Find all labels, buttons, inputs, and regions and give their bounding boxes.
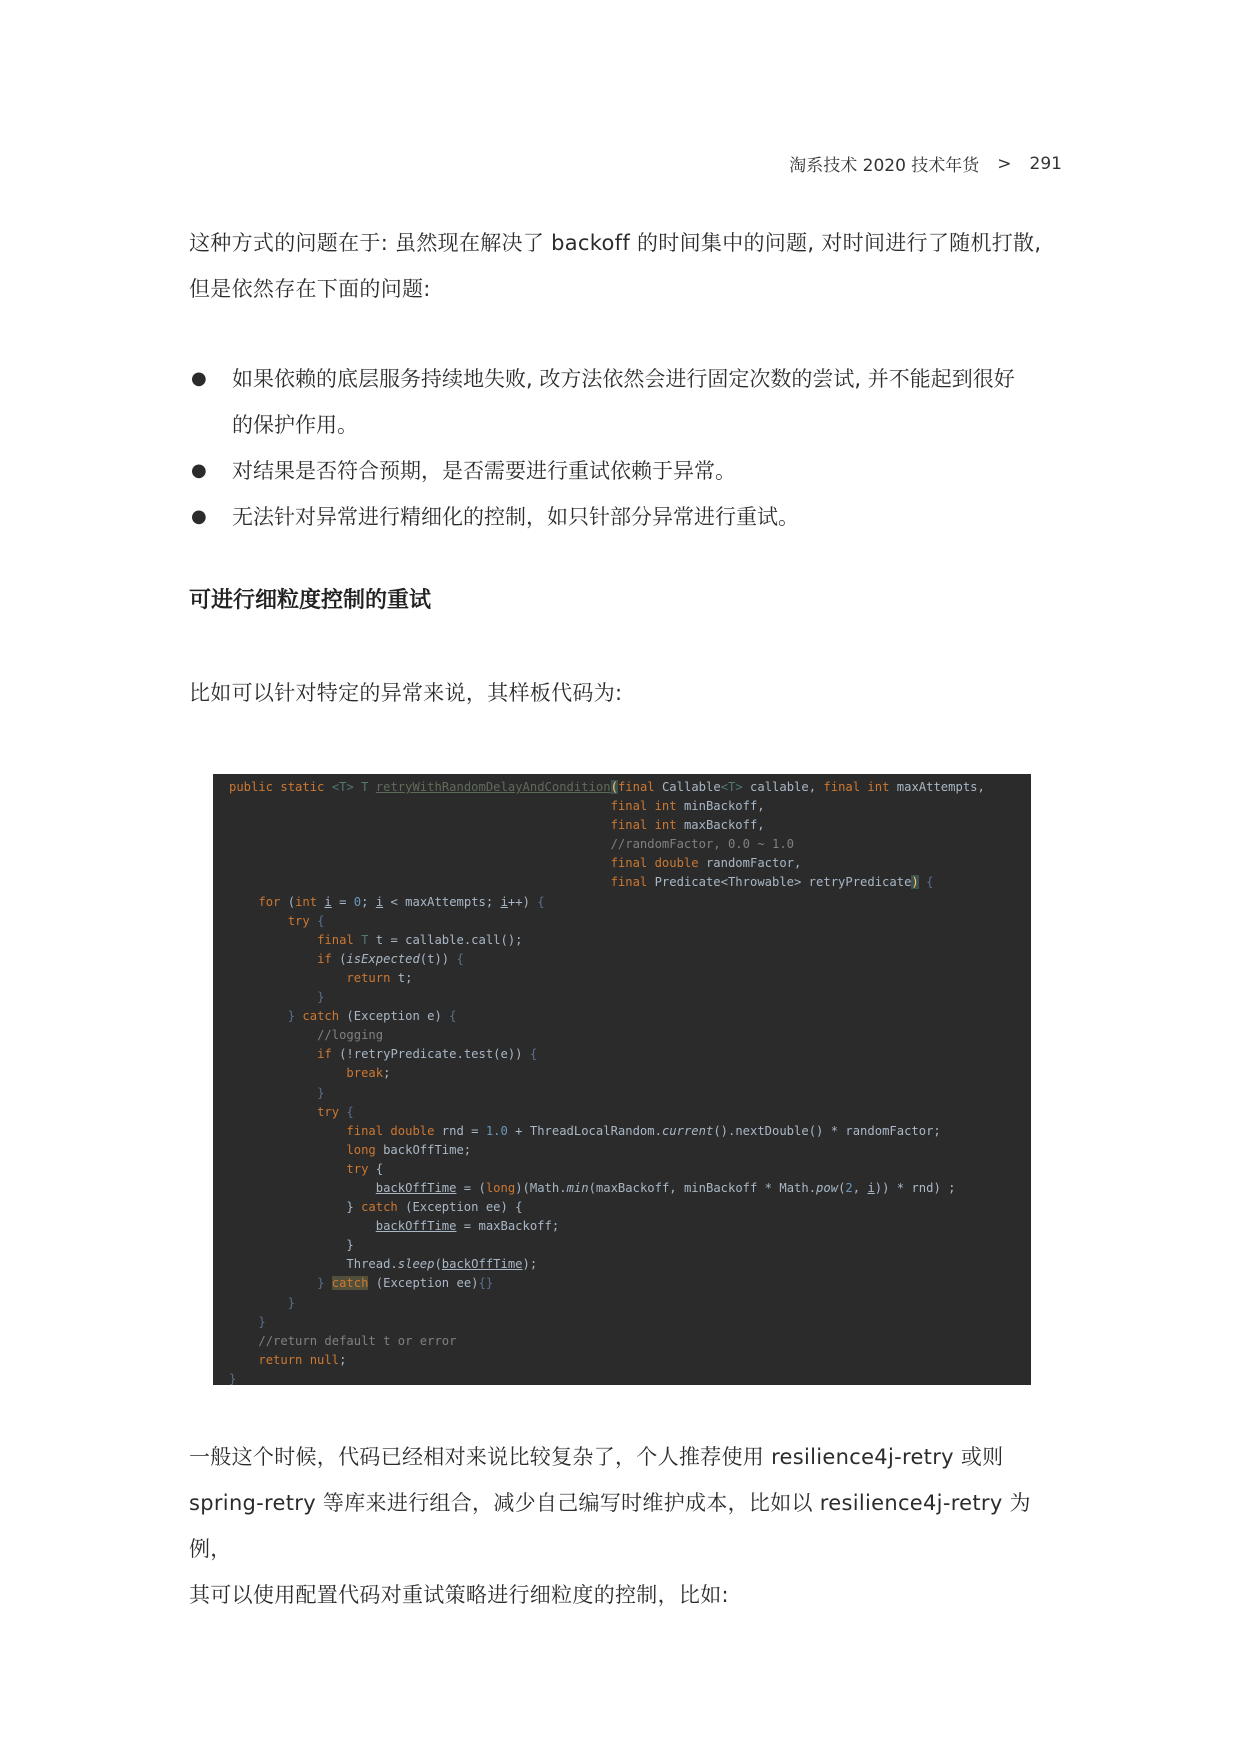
- code-line-30: //return default t or error: [258, 1333, 457, 1348]
- code-line-28: }: [287, 1295, 296, 1310]
- code-line-24: backOffTime = maxBackoff;: [375, 1219, 560, 1234]
- list-item: [189, 356, 1061, 448]
- code-line-26: Thread.sleep(backOffTime);: [229, 1257, 538, 1272]
- code-line-11: return t;: [346, 970, 413, 985]
- page-number: 291: [1029, 153, 1062, 174]
- code-line-9: final T t = callable.call();: [317, 932, 523, 947]
- code-screenshot: [213, 774, 1031, 1385]
- bullet-text-1a: 如果依赖的底层服务持续地失败, 改方法依然会进行固定次数的尝试, 并不能起到很好: [232, 367, 1015, 391]
- code-line-27: } catch (Exception ee){}: [317, 1276, 494, 1291]
- code-line-12: }: [317, 990, 325, 1005]
- code-line-29: }: [258, 1314, 266, 1329]
- bullet-icon: ●: [191, 368, 207, 389]
- code-lead-in: 比如可以针对特定的异常来说，其样板代码为:: [189, 681, 623, 705]
- bullet-text-2: 对结果是否符合预期，是否需要进行重试依赖于异常。: [232, 459, 736, 483]
- code-line-16: break;: [346, 1066, 391, 1081]
- code-line-10: if (isExpected(t)) {: [317, 951, 464, 966]
- code-line-32: }: [229, 1371, 237, 1385]
- code-block: [213, 774, 1031, 1385]
- page-body: [189, 220, 1061, 716]
- code-line-14: //logging: [317, 1028, 384, 1043]
- running-header: [789, 151, 1062, 176]
- book-title: 淘系技术 2020 技术年货: [789, 156, 980, 176]
- problem-list: [189, 356, 1061, 540]
- code-line-8: try {: [287, 913, 325, 928]
- code-line-25: }: [229, 1238, 354, 1253]
- outro-line-1: 一般这个时候，代码已经相对来说比较复杂了，个人推荐使用 resilience4j-retry 或则: [189, 1445, 1004, 1469]
- outro-line-2: spring-retry 等库来进行组合，减少自己编写时维护成本，比如以 resilience4j-retry 为例，: [189, 1491, 1031, 1561]
- bullet-text-3: 无法针对异常进行精细化的控制，如只针部分异常进行重试。: [232, 505, 799, 529]
- bullet-text-1b: 的保护作用。: [232, 413, 358, 437]
- bullet-icon: ●: [191, 506, 207, 527]
- code-line-18: try {: [317, 1104, 354, 1119]
- code-line-5: final double randomFactor,: [610, 856, 802, 871]
- closing-section: [189, 1434, 1061, 1618]
- code-line-21: try {: [346, 1161, 384, 1176]
- intro-paragraph: [189, 220, 1061, 312]
- header-separator: >: [997, 153, 1012, 174]
- code-line-23: } catch (Exception ee) {: [229, 1200, 523, 1215]
- intro-line-1: 这种方式的问题在于: 虽然现在解决了 backoff 的时间集中的问题, 对时间进行了随机打散,: [189, 231, 1042, 255]
- section-heading: 可进行细粒度控制的重试: [189, 588, 432, 613]
- code-line-2: final int minBackoff,: [610, 799, 765, 814]
- code-line-1: public static <T> T retryWithRandomDelayAndCondition(final Callable<T> callable, final int maxAttempts,: [229, 780, 985, 794]
- outro-paragraph: [189, 1434, 1061, 1618]
- code-line-19: final double rnd = 1.0 + ThreadLocalRandom.current().nextDouble() * randomFactor;: [346, 1123, 941, 1138]
- code-line-20: long backOffTime;: [346, 1142, 472, 1157]
- bullet-icon: ●: [191, 460, 207, 481]
- outro-line-3: 其可以使用配置代码对重试策略进行细粒度的控制，比如:: [189, 1583, 729, 1607]
- intro-line-2: 但是依然存在下面的问题:: [189, 277, 431, 301]
- code-line-17: }: [317, 1085, 325, 1100]
- list-item: [189, 494, 1061, 540]
- code-line-6: final Predicate<Throwable> retryPredicate) {: [610, 875, 934, 890]
- code-line-4: //randomFactor, 0.0 ~ 1.0: [610, 837, 794, 852]
- code-line-7: for (int i = 0; i < maxAttempts; i++) {: [258, 894, 545, 909]
- code-line-13: } catch (Exception e) {: [287, 1009, 457, 1024]
- code-line-3: final int maxBackoff,: [610, 818, 765, 833]
- list-item: [189, 448, 1061, 494]
- code-line-22: backOffTime = (long)(Math.min(maxBackoff, minBackoff * Math.pow(2, i)) * rnd) ;: [375, 1180, 956, 1195]
- code-line-15: if (!retryPredicate.test(e)) {: [317, 1047, 538, 1062]
- code-line-31: return null;: [258, 1352, 347, 1367]
